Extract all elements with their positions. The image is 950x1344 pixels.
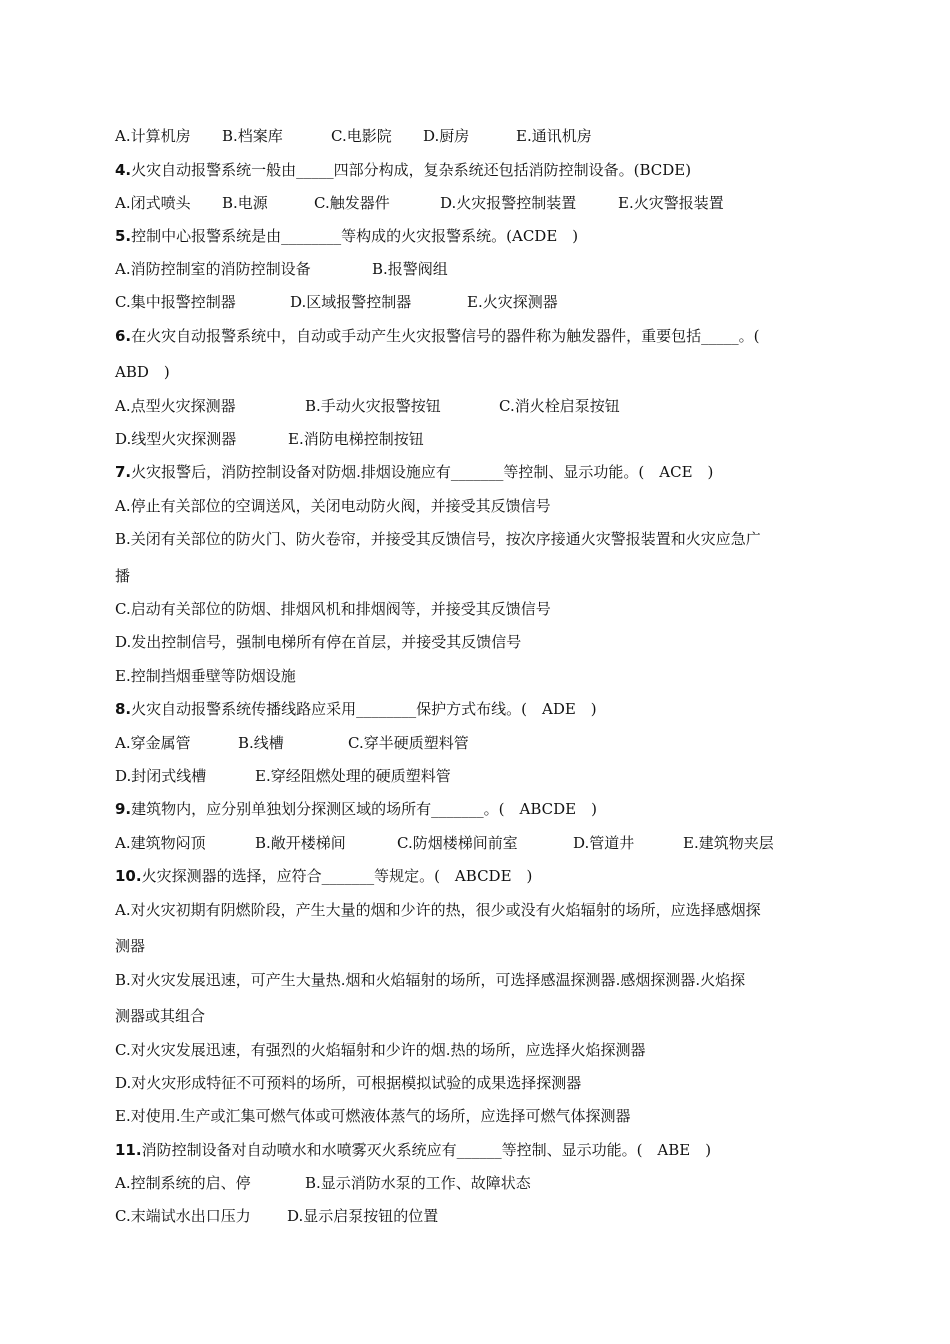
text-line: D.对火灾形成特征不可预料的场所，可根据模拟试验的成果选择探测器 (115, 1074, 582, 1092)
text-line: ABD ) (115, 363, 170, 381)
answer-option: E.建筑物夹层 (683, 834, 774, 852)
answer-option: D.显示启泵按钮的位置 (287, 1207, 439, 1225)
question-line (115, 799, 845, 819)
answer-option: B.显示消防水泵的工作、故障状态 (305, 1174, 531, 1192)
answer-option: D.线型火灾探测器 (115, 430, 237, 448)
answer-option: C.穿半硬质塑料管 (348, 734, 469, 752)
answer-option: B.手动火灾报警按钮 (305, 397, 441, 415)
question-text: 建筑物内，应分别单独划分探测区域的场所有_______。( ABCDE ) (131, 800, 597, 818)
answer-option: E.火灾探测器 (467, 293, 558, 311)
question-text: 在火灾自动报警系统中，自动或手动产生火灾报警信号的器件称为触发器件，重要包括_____。( (131, 327, 760, 345)
text-line: B.关闭有关部位的防火门、防火卷帘，并接受其反馈信号，按次序接通火灾警报装置和火灾应急广 (115, 530, 761, 548)
question-line (115, 1140, 845, 1160)
answer-option: C.触发器件 (314, 194, 390, 212)
question-number: 6. (115, 327, 132, 345)
text-line: D.发出控制信号，强制电梯所有停在首层，并接受其反馈信号 (115, 633, 522, 651)
text-line: 播 (115, 567, 131, 585)
answer-option: A.控制系统的启、停 (115, 1174, 251, 1192)
text-line: E.控制挡烟垂壁等防烟设施 (115, 667, 296, 685)
answer-option: C.集中报警控制器 (115, 293, 236, 311)
question-text: 火灾报警后，消防控制设备对防烟.排烟设施应有_______等控制、显示功能。( ACE ) (131, 463, 714, 481)
question-line (115, 326, 845, 346)
answer-option: E.火灾警报装置 (618, 194, 724, 212)
question-number: 5. (115, 227, 132, 245)
question-number: 11. (115, 1141, 142, 1159)
answer-option: D.火灾报警控制装置 (440, 194, 577, 212)
answer-option: D.区域报警控制器 (290, 293, 412, 311)
question-line (115, 160, 845, 180)
answer-option: A.闭式喷头 (115, 194, 191, 212)
text-line: C.对火灾发展迅速，有强烈的火焰辐射和少许的烟.热的场所，应选择火焰探测器 (115, 1041, 646, 1059)
question-number: 10. (115, 867, 142, 885)
question-line (115, 866, 845, 886)
text-line: 测器 (115, 937, 146, 955)
answer-option: C.电影院 (331, 127, 392, 145)
question-line (115, 462, 845, 482)
answer-option: A.计算机房 (115, 127, 191, 145)
answer-option: A.点型火灾探测器 (115, 397, 236, 415)
answer-option: C.消火栓启泵按钮 (499, 397, 620, 415)
answer-option: B.档案库 (222, 127, 283, 145)
answer-option: E.穿经阻燃处理的硬质塑料管 (255, 767, 451, 785)
question-number: 9. (115, 800, 132, 818)
text-line: B.对火灾发展迅速，可产生大量热.烟和火焰辐射的场所，可选择感温探测器.感烟探测器.火焰探 (115, 971, 746, 989)
question-number: 4. (115, 161, 132, 179)
answer-option: A.消防控制室的消防控制设备 (115, 260, 311, 278)
question-number: 7. (115, 463, 132, 481)
answer-option: B.线槽 (238, 734, 284, 752)
text-line: A.对火灾初期有阴燃阶段，产生大量的烟和少许的热，很少或没有火焰辐射的场所，应选择感烟探 (115, 901, 761, 919)
answer-option: A.建筑物闷顶 (115, 834, 206, 852)
answer-option: C.末端试水出口压力 (115, 1207, 251, 1225)
question-text: 火灾探测器的选择，应符合_______等规定。( ABCDE ) (141, 867, 533, 885)
text-line: E.对使用.生产或汇集可燃气体或可燃液体蒸气的场所，应选择可燃气体探测器 (115, 1107, 631, 1125)
text-line: C.启动有关部位的防烟、排烟风机和排烟阀等，并接受其反馈信号 (115, 600, 551, 618)
answer-option: E.消防电梯控制按钮 (288, 430, 424, 448)
answer-option: A.穿金属管 (115, 734, 191, 752)
answer-option: E.通讯机房 (516, 127, 592, 145)
question-text: 火灾自动报警系统传播线路应采用________保护方式布线。( ADE ) (131, 700, 597, 718)
answer-option: B.报警阀组 (372, 260, 448, 278)
question-line (115, 699, 845, 719)
question-text: 控制中心报警系统是由________等构成的火灾报警系统。(ACDE ) (131, 227, 579, 245)
answer-option: D.管道井 (573, 834, 635, 852)
question-number: 8. (115, 700, 132, 718)
answer-option: D.封闭式线槽 (115, 767, 207, 785)
question-text: 消防控制设备对自动喷水和水喷雾灭火系统应有______等控制、显示功能。( ABE ) (141, 1141, 712, 1159)
question-line (115, 226, 845, 246)
question-text: 火灾自动报警系统一般由_____四部分构成，复杂系统还包括消防控制设备。(BCDE) (131, 161, 692, 179)
answer-option: B.电源 (222, 194, 268, 212)
answer-option: C.防烟楼梯间前室 (397, 834, 518, 852)
answer-option: D.厨房 (423, 127, 470, 145)
answer-option: B.敞开楼梯间 (255, 834, 346, 852)
text-line: 测器或其组合 (115, 1007, 206, 1025)
text-line: A.停止有关部位的空调送风，关闭电动防火阀，并接受其反馈信号 (115, 497, 551, 515)
